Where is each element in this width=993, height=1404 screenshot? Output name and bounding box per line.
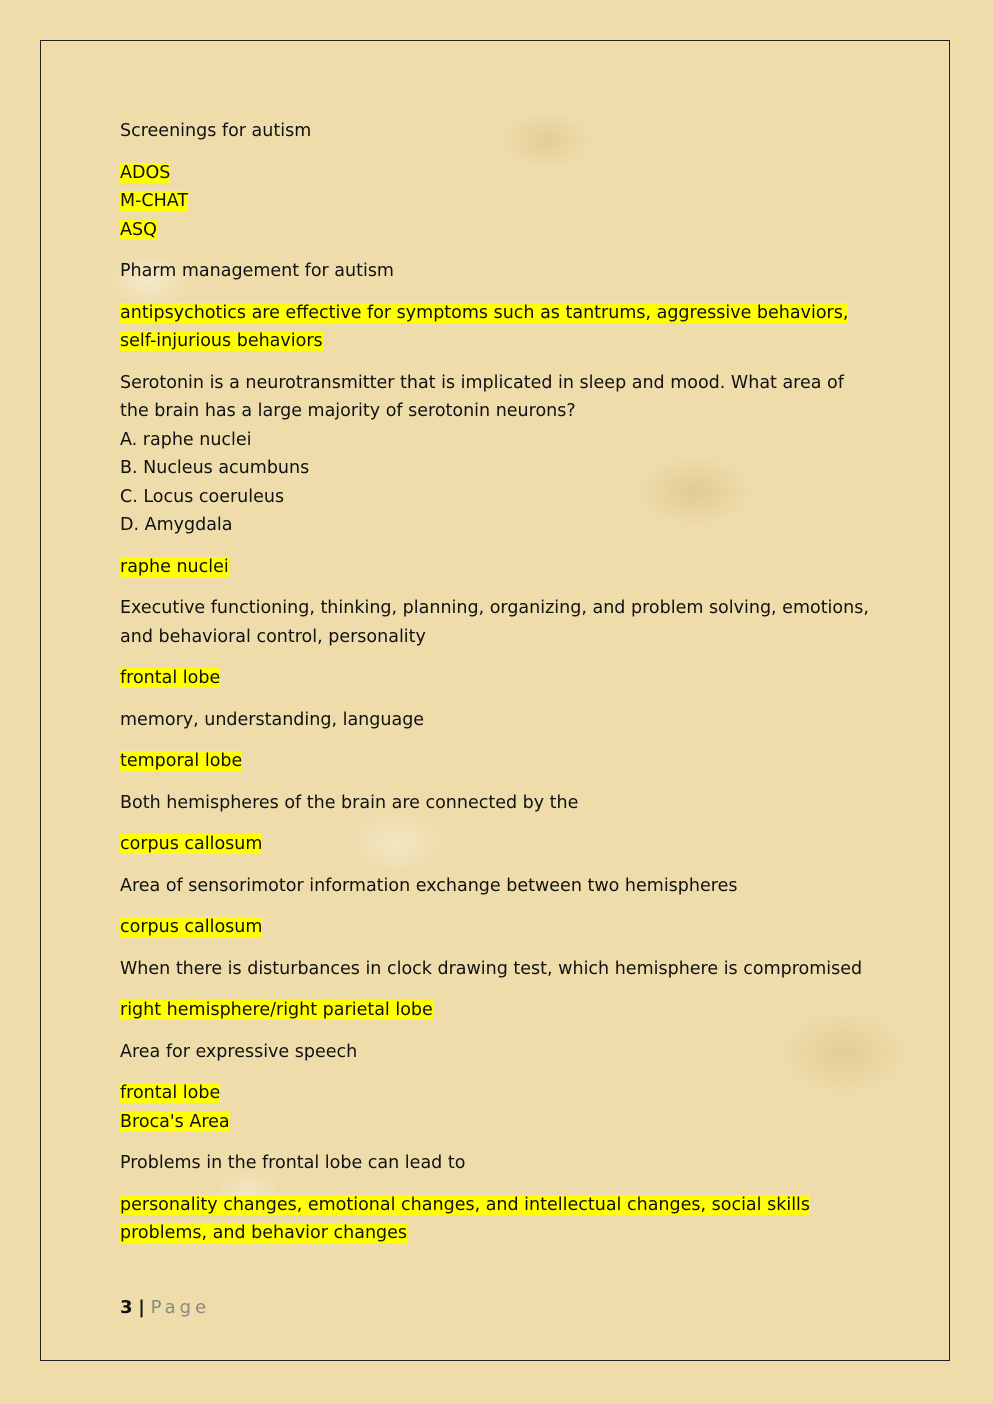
question: Executive functioning, thinking, planning, organizing, and problem solving, emotions, and behavioral control, personality (120, 598, 869, 647)
question: Serotonin is a neurotransmitter that is implicated in sleep and mood. What area of the brain has a large majority of serotonin neurons? A. raphe nuclei B. Nucleus acumbuns C. Locus coeruleus D. Amygdala (120, 372, 844, 535)
answer: raphe nuclei (120, 556, 229, 577)
option: B. Nucleus acumbuns (120, 458, 310, 478)
question: Area for expressive speech (120, 1041, 358, 1062)
answer: temporal lobe (120, 751, 243, 771)
question: Problems in the frontal lobe can lead to (120, 1153, 466, 1173)
answer: ADOS M-CHAT ASQ (120, 162, 189, 240)
question: Both hemispheres of the brain are connected by the (120, 792, 579, 813)
page-label: Page (150, 1297, 211, 1318)
question: Screenings for autism (120, 121, 312, 141)
question: Pharm management for autism (120, 261, 394, 281)
question: Area of sensorimotor information exchange between two hemispheres (120, 875, 738, 896)
question: memory, understanding, language (120, 709, 425, 730)
option: D. Amygdala (120, 515, 233, 535)
answer: right hemisphere/right parietal lobe (120, 1000, 433, 1020)
footer-separator: | (138, 1297, 145, 1318)
answer: frontal lobe Broca's Area (120, 1083, 230, 1132)
answer: corpus callosum (120, 917, 263, 937)
document-body (120, 117, 872, 1261)
option: A. raphe nuclei (120, 429, 252, 450)
question: When there is disturbances in clock drawing test, which hemisphere is compromised (120, 958, 863, 979)
page-footer (120, 1294, 210, 1322)
option: C. Locus coeruleus (120, 486, 285, 507)
answer: personality changes, emotional changes, and intellectual changes, social skills problems, and behavior changes (120, 1194, 811, 1243)
answer: frontal lobe (120, 668, 221, 688)
answer: antipsychotics are effective for symptoms such as tantrums, aggressive behaviors, self-injurious behaviors (120, 302, 849, 351)
answer: corpus callosum (120, 834, 263, 854)
page-number: 3 (120, 1297, 133, 1318)
